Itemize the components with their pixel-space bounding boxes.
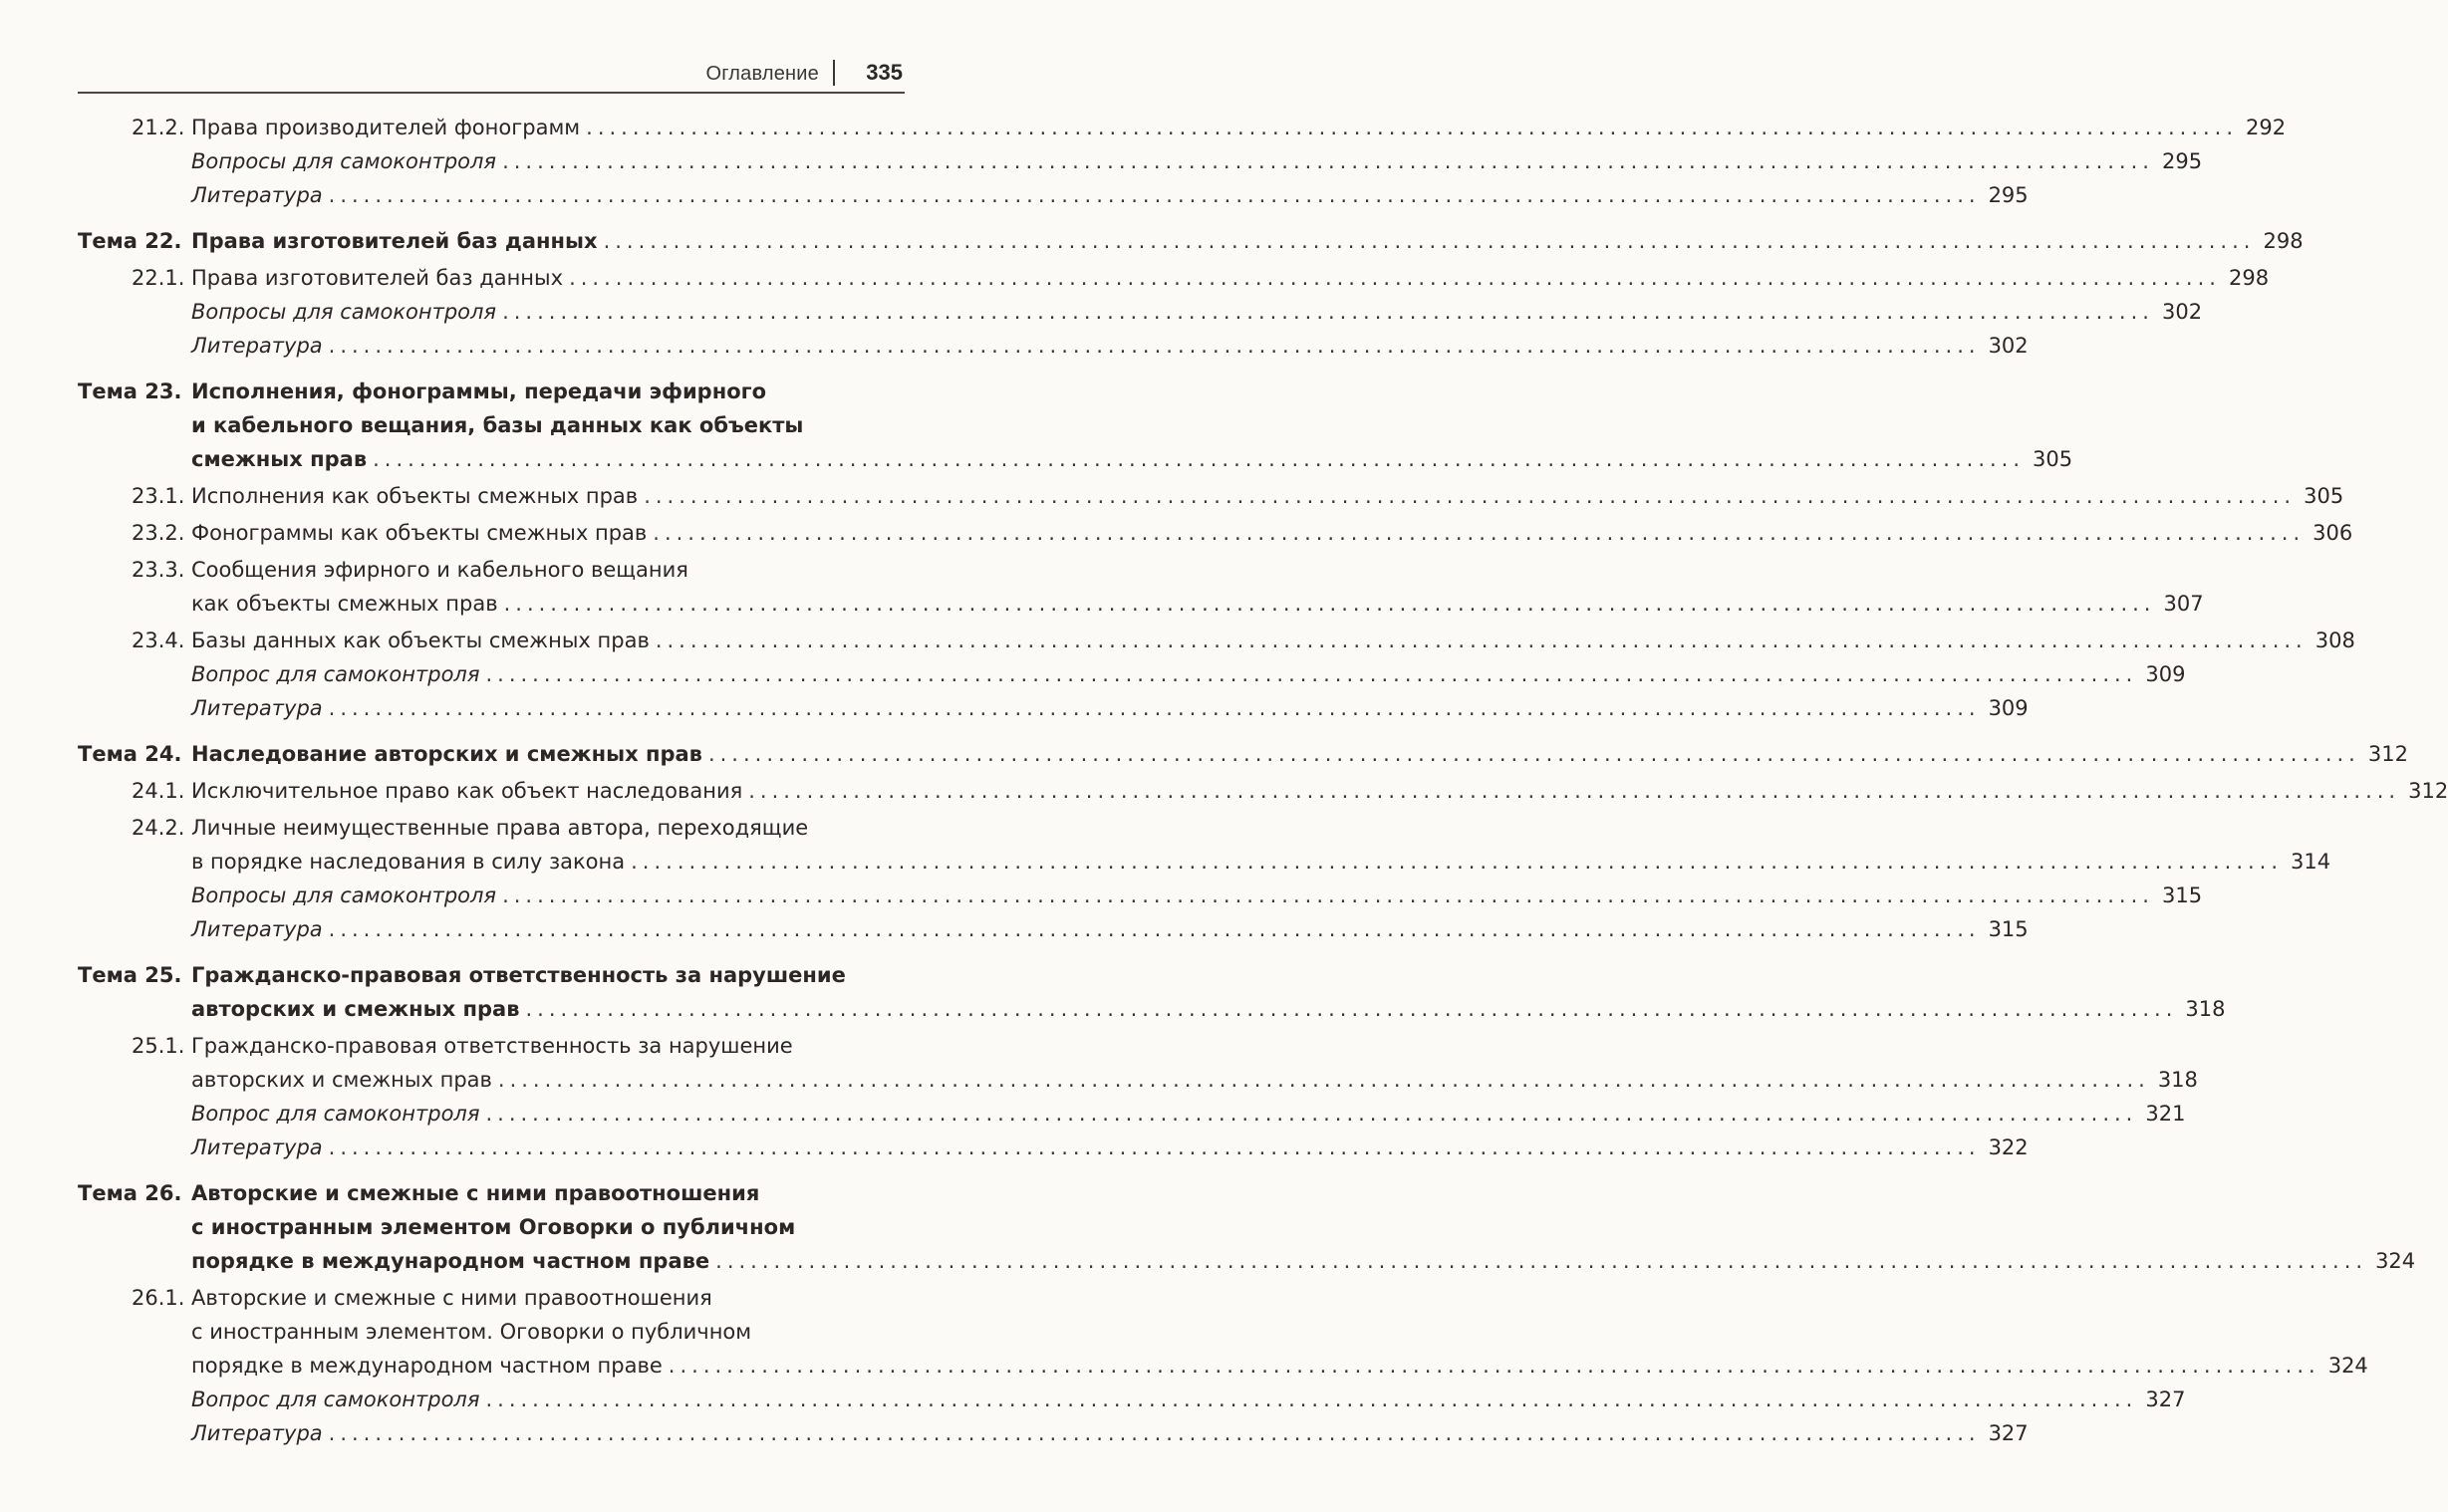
entry-number: 25.1. bbox=[132, 1034, 185, 1058]
entry-title-line: Гражданско-правовая ответственность за нарушение bbox=[191, 963, 846, 987]
entry-number: Тема 24. bbox=[78, 742, 182, 766]
entry-number: 21.2. bbox=[132, 116, 185, 139]
entry-number: 22.1. bbox=[132, 266, 185, 290]
dot-leader: .............................................................................................................................................. bbox=[373, 447, 2026, 471]
entry-title-line: Сообщения эфирного и кабельного вещания bbox=[191, 558, 688, 582]
dot-leader: .............................................................................................................................................. bbox=[748, 779, 2401, 803]
entry-title: Литература bbox=[191, 183, 323, 207]
entry-text bbox=[191, 1281, 2368, 1383]
entry-text bbox=[191, 553, 2204, 621]
entry-title: Вопросы для самоконтроля bbox=[191, 883, 497, 907]
entry-page-number: 308 bbox=[2314, 629, 2355, 652]
entry-leader-line bbox=[191, 691, 2029, 725]
page-number: 335 bbox=[866, 60, 903, 85]
entry-title: Исключительное право как объект наследования bbox=[191, 779, 743, 803]
dot-leader: .............................................................................................................................................. bbox=[328, 334, 1981, 358]
entry-leader-line bbox=[191, 516, 2353, 550]
toc-topic-entry bbox=[78, 375, 2073, 476]
entry-number: 23.2. bbox=[132, 521, 185, 545]
entry-page-number: 309 bbox=[1988, 696, 2029, 720]
dot-leader: .............................................................................................................................................. bbox=[502, 300, 2154, 324]
entry-title: порядке в международном частном праве bbox=[191, 1249, 710, 1273]
entry-text bbox=[191, 111, 2287, 144]
entry-page-number: 327 bbox=[1988, 1421, 2029, 1445]
entry-leader-line bbox=[191, 178, 2029, 212]
toc-subsection-entry bbox=[78, 1281, 2368, 1383]
entry-text bbox=[191, 329, 2029, 363]
entry-leader-line bbox=[191, 224, 2304, 258]
entry-page-number: 318 bbox=[2185, 997, 2226, 1021]
entry-title: Литература bbox=[191, 696, 323, 720]
toc-subsection-entry bbox=[78, 774, 2448, 808]
header-separator bbox=[833, 60, 835, 86]
entry-title: Права изготовителей баз данных bbox=[191, 229, 598, 253]
toc-item-entry bbox=[78, 295, 2203, 329]
toc-subsection-entry bbox=[78, 624, 2355, 657]
toc-item-entry bbox=[78, 1097, 2186, 1131]
entry-page-number: 324 bbox=[2327, 1354, 2368, 1378]
dot-leader: .............................................................................................................................................. bbox=[707, 742, 2360, 766]
entry-leader-line bbox=[191, 111, 2287, 144]
entry-text bbox=[191, 1416, 2029, 1450]
running-header-title: Оглавление bbox=[705, 63, 819, 85]
dot-leader: .............................................................................................................................................. bbox=[328, 1421, 1981, 1445]
entry-leader-line bbox=[191, 261, 2270, 295]
entry-page-number: 327 bbox=[2145, 1387, 2186, 1411]
entry-leader-line bbox=[191, 879, 2203, 912]
entry-number: 26.1. bbox=[132, 1286, 185, 1310]
entry-text bbox=[191, 516, 2353, 550]
toc-topic-entry bbox=[78, 737, 2408, 771]
entry-title: Литература bbox=[191, 917, 323, 941]
toc-item-entry bbox=[78, 329, 2029, 363]
entry-number: Тема 22. bbox=[78, 229, 182, 253]
toc-subsection-entry bbox=[78, 1029, 2198, 1097]
entry-leader-line bbox=[191, 992, 2226, 1026]
entry-text bbox=[191, 144, 2203, 178]
toc-item-entry bbox=[78, 1131, 2029, 1164]
dot-leader: .............................................................................................................................................. bbox=[715, 1249, 2368, 1273]
entry-title: в порядке наследования в силу закона bbox=[191, 850, 626, 874]
entry-page-number: 318 bbox=[2157, 1068, 2198, 1092]
entry-leader-line bbox=[191, 624, 2355, 657]
entry-leader-line bbox=[191, 1131, 2029, 1164]
dot-leader: .............................................................................................................................................. bbox=[502, 883, 2154, 907]
dot-leader: .............................................................................................................................................. bbox=[328, 917, 1981, 941]
entry-leader-line bbox=[191, 845, 2331, 879]
entry-text bbox=[191, 1097, 2186, 1131]
entry-title: Вопросы для самоконтроля bbox=[191, 149, 497, 173]
toc-subsection-entry bbox=[78, 516, 2353, 550]
entry-page-number: 298 bbox=[2263, 229, 2304, 253]
entry-page-number: 324 bbox=[2375, 1249, 2416, 1273]
dot-leader: .............................................................................................................................................. bbox=[497, 1068, 2150, 1092]
entry-title: порядке в международном частном праве bbox=[191, 1354, 663, 1378]
entry-text bbox=[191, 375, 2073, 476]
entry-page-number: 314 bbox=[2291, 850, 2331, 874]
dot-leader: .............................................................................................................................................. bbox=[502, 149, 2154, 173]
dot-leader: .............................................................................................................................................. bbox=[525, 997, 2178, 1021]
toc-item-entry bbox=[78, 1416, 2029, 1450]
entry-number: Тема 23. bbox=[78, 379, 182, 403]
entry-title-line: с иностранным элементом Оговорки о публичном bbox=[191, 1215, 796, 1239]
entry-leader-line bbox=[191, 1349, 2368, 1383]
entry-text bbox=[191, 691, 2029, 725]
entry-leader-line bbox=[191, 442, 2073, 476]
entry-text bbox=[191, 774, 2448, 808]
entry-title: Вопросы для самоконтроля bbox=[191, 300, 497, 324]
toc-item-entry bbox=[78, 178, 2029, 212]
entry-title-line: Гражданско-правовая ответственность за нарушение bbox=[191, 1034, 793, 1058]
toc-item-entry bbox=[78, 912, 2029, 946]
entry-title: Вопрос для самоконтроля bbox=[191, 662, 480, 686]
entry-leader-line bbox=[191, 479, 2344, 513]
entry-page-number: 295 bbox=[2161, 149, 2203, 173]
entry-title: Базы данных как объекты смежных прав bbox=[191, 629, 650, 652]
entry-number: Тема 26. bbox=[78, 1181, 182, 1205]
toc-topic-entry bbox=[78, 224, 2304, 258]
entry-text bbox=[191, 1029, 2198, 1097]
entry-text bbox=[191, 879, 2203, 912]
entry-title: Вопрос для самоконтроля bbox=[191, 1387, 480, 1411]
entry-title: Исполнения как объекты смежных прав bbox=[191, 484, 639, 508]
entry-text bbox=[191, 261, 2270, 295]
entry-page-number: 307 bbox=[2163, 592, 2204, 616]
entry-page-number: 302 bbox=[1988, 334, 2029, 358]
entry-leader-line bbox=[191, 1097, 2186, 1131]
entry-text bbox=[191, 224, 2304, 258]
dot-leader: .............................................................................................................................................. bbox=[503, 592, 2156, 616]
entry-leader-line bbox=[191, 912, 2029, 946]
entry-title-line: с иностранным элементом. Оговорки о публичном bbox=[191, 1320, 752, 1344]
toc-item-entry bbox=[78, 879, 2203, 912]
running-header bbox=[78, 56, 905, 94]
entry-page-number: 306 bbox=[2312, 521, 2353, 545]
entry-title: Вопрос для самоконтроля bbox=[191, 1102, 480, 1126]
entry-text bbox=[191, 811, 2331, 879]
entry-page-number: 302 bbox=[2161, 300, 2203, 324]
entry-text bbox=[191, 657, 2186, 691]
toc-subsection-entry bbox=[78, 261, 2270, 295]
entry-leader-line bbox=[191, 774, 2448, 808]
entry-title: Литература bbox=[191, 1135, 323, 1159]
entry-page-number: 312 bbox=[2408, 779, 2448, 803]
entry-page-number: 315 bbox=[2161, 883, 2203, 907]
entry-title-line: Авторские и смежные с ними правоотношения bbox=[191, 1286, 712, 1310]
entry-page-number: 298 bbox=[2228, 266, 2270, 290]
toc-item-entry bbox=[78, 657, 2186, 691]
entry-leader-line bbox=[191, 295, 2203, 329]
entry-page-number: 309 bbox=[2145, 662, 2186, 686]
entry-text bbox=[191, 295, 2203, 329]
toc-subsection-entry bbox=[78, 111, 2287, 144]
entry-page-number: 321 bbox=[2145, 1102, 2186, 1126]
entry-page-number: 315 bbox=[1988, 917, 2029, 941]
entry-title: как объекты смежных прав bbox=[191, 592, 498, 616]
dot-leader: .............................................................................................................................................. bbox=[569, 266, 2221, 290]
entry-leader-line bbox=[191, 1383, 2186, 1416]
entry-page-number: 292 bbox=[2246, 116, 2287, 139]
entry-number: 24.1. bbox=[132, 779, 185, 803]
entry-title-line: Личные неимущественные права автора, переходящие bbox=[191, 816, 809, 840]
table-of-contents bbox=[78, 108, 2448, 1450]
dot-leader: .............................................................................................................................................. bbox=[603, 229, 2256, 253]
entry-page-number: 322 bbox=[1988, 1135, 2029, 1159]
entry-leader-line bbox=[191, 657, 2186, 691]
entry-title: Права изготовителей баз данных bbox=[191, 266, 564, 290]
dot-leader: .............................................................................................................................................. bbox=[631, 850, 2284, 874]
entry-number: Тема 25. bbox=[78, 963, 182, 987]
dot-leader: .............................................................................................................................................. bbox=[485, 1102, 2138, 1126]
entry-leader-line bbox=[191, 1244, 2416, 1278]
entry-leader-line bbox=[191, 587, 2204, 621]
entry-title: Литература bbox=[191, 1421, 323, 1445]
entry-page-number: 305 bbox=[2304, 484, 2344, 508]
entry-number: 23.1. bbox=[132, 484, 185, 508]
entry-page-number: 305 bbox=[2033, 447, 2073, 471]
entry-text bbox=[191, 624, 2355, 657]
entry-leader-line bbox=[191, 329, 2029, 363]
entry-title: авторских и смежных прав bbox=[191, 1068, 492, 1092]
entry-title-line: Авторские и смежные с ними правоотношения bbox=[191, 1181, 760, 1205]
entry-title-line: и кабельного вещания, базы данных как объекты bbox=[191, 413, 804, 437]
toc-item-entry bbox=[78, 691, 2029, 725]
entry-page-number: 312 bbox=[2367, 742, 2408, 766]
dot-leader: .............................................................................................................................................. bbox=[485, 662, 2138, 686]
dot-leader: .............................................................................................................................................. bbox=[586, 116, 2239, 139]
entry-number: 24.2. bbox=[132, 816, 185, 840]
entry-text bbox=[191, 1383, 2186, 1416]
entry-title: Фонограммы как объекты смежных прав bbox=[191, 521, 648, 545]
toc-item-entry bbox=[78, 144, 2203, 178]
entry-text bbox=[191, 1176, 2416, 1278]
toc-subsection-entry bbox=[78, 553, 2204, 621]
entry-text bbox=[191, 958, 2226, 1026]
dot-leader: .............................................................................................................................................. bbox=[644, 484, 2297, 508]
entry-text bbox=[191, 737, 2408, 771]
toc-item-entry bbox=[78, 1383, 2186, 1416]
entry-text bbox=[191, 479, 2344, 513]
entry-leader-line bbox=[191, 1063, 2198, 1097]
entry-title-line: Исполнения, фонограммы, передачи эфирного bbox=[191, 379, 767, 403]
entry-title: Права производителей фонограмм bbox=[191, 116, 581, 139]
entry-page-number: 295 bbox=[1988, 183, 2029, 207]
entry-leader-line bbox=[191, 1416, 2029, 1450]
entry-text bbox=[191, 1131, 2029, 1164]
toc-topic-entry bbox=[78, 958, 2226, 1026]
dot-leader: .............................................................................................................................................. bbox=[328, 696, 1981, 720]
entry-leader-line bbox=[191, 144, 2203, 178]
dot-leader: .............................................................................................................................................. bbox=[653, 521, 2306, 545]
dot-leader: .............................................................................................................................................. bbox=[655, 629, 2308, 652]
entry-title: авторских и смежных прав bbox=[191, 997, 520, 1021]
entry-title: Наследование авторских и смежных прав bbox=[191, 742, 702, 766]
entry-text bbox=[191, 912, 2029, 946]
dot-leader: .............................................................................................................................................. bbox=[328, 183, 1981, 207]
entry-leader-line bbox=[191, 737, 2408, 771]
entry-text bbox=[191, 178, 2029, 212]
dot-leader: .............................................................................................................................................. bbox=[328, 1135, 1981, 1159]
toc-topic-entry bbox=[78, 1176, 2416, 1278]
entry-number: 23.4. bbox=[132, 629, 185, 652]
dot-leader: .............................................................................................................................................. bbox=[668, 1354, 2320, 1378]
toc-subsection-entry bbox=[78, 479, 2344, 513]
entry-title: смежных прав bbox=[191, 447, 368, 471]
dot-leader: .............................................................................................................................................. bbox=[485, 1387, 2138, 1411]
entry-number: 23.3. bbox=[132, 558, 185, 582]
toc-subsection-entry bbox=[78, 811, 2331, 879]
entry-title: Литература bbox=[191, 334, 323, 358]
